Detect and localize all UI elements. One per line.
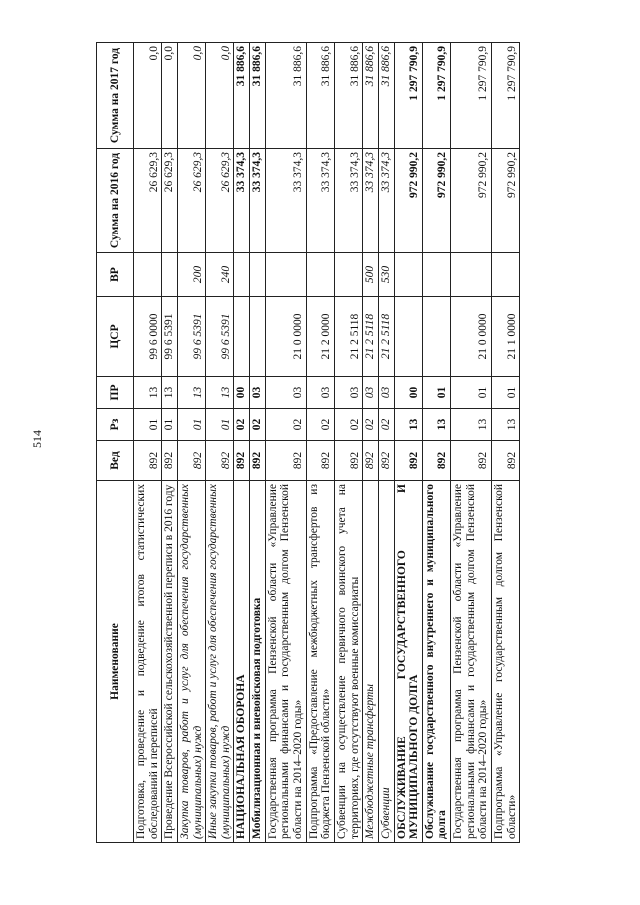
table-row (451, 43, 492, 843)
cell-vr (422, 253, 450, 297)
cell-csr: 21 2 5118 (334, 297, 362, 377)
cell-name: НАЦИОНАЛЬНАЯ ОБОРОНА (234, 481, 250, 843)
cell-ved: 892 (451, 441, 492, 481)
cell-rz: 02 (306, 409, 334, 441)
cell-rz: 01 (177, 409, 205, 441)
cell-vr: 240 (206, 253, 234, 297)
cell-ved: 892 (306, 441, 334, 481)
table-header-row (97, 43, 134, 843)
cell-csr: 99 6 5391 (162, 297, 178, 377)
table-row (422, 43, 450, 843)
cell-sum-2017: 1 297 790,9 (422, 43, 450, 149)
header-ved: Вед (97, 441, 134, 481)
cell-sum-2016: 972 990,2 (451, 149, 492, 253)
cell-name: Межбюджетные трансферты (363, 481, 379, 843)
cell-name: Подпрограмма «Предоставление межбюджетных трансфертов из бюджета Пензенской области» (306, 481, 334, 843)
cell-rz: 13 (422, 409, 450, 441)
cell-ved: 892 (234, 441, 250, 481)
table-row (162, 43, 178, 843)
page-number: 514 (30, 430, 44, 448)
cell-vr (265, 253, 306, 297)
cell-sum-2017: 1 297 790,9 (451, 43, 492, 149)
cell-sum-2017: 0,0 (134, 43, 162, 149)
cell-ved: 892 (134, 441, 162, 481)
cell-rz: 02 (234, 409, 250, 441)
cell-name: Субвенции (378, 481, 394, 843)
cell-pr: 01 (451, 377, 492, 409)
cell-ved: 892 (177, 441, 205, 481)
table-row (250, 43, 266, 843)
table-row (378, 43, 394, 843)
cell-sum-2016: 33 374,3 (334, 149, 362, 253)
cell-csr: 21 0 0000 (265, 297, 306, 377)
cell-sum-2017: 31 886,6 (306, 43, 334, 149)
cell-csr: 99 6 0000 (134, 297, 162, 377)
table-row (177, 43, 205, 843)
cell-csr: 21 1 0000 (492, 297, 520, 377)
cell-pr: 13 (134, 377, 162, 409)
cell-sum-2017: 1 297 790,9 (492, 43, 520, 149)
cell-ved: 892 (162, 441, 178, 481)
cell-sum-2017: 31 886,6 (265, 43, 306, 149)
cell-csr: 21 2 5118 (378, 297, 394, 377)
cell-rz: 02 (363, 409, 379, 441)
cell-sum-2017: 31 886,6 (234, 43, 250, 149)
cell-sum-2016: 26 629,3 (134, 149, 162, 253)
cell-name: Субвенции на осуществление первичного воинского учета на территориях, где отсутствуют военные комиссариаты (334, 481, 362, 843)
cell-sum-2016: 972 990,2 (422, 149, 450, 253)
cell-rz: 01 (134, 409, 162, 441)
cell-csr: 99 6 5391 (177, 297, 205, 377)
table-row (394, 43, 422, 843)
cell-rz: 13 (394, 409, 422, 441)
cell-name: Закупка товаров, работ и услуг для обеспечения государственных (муниципальных) нужд (177, 481, 205, 843)
cell-vr (134, 253, 162, 297)
cell-sum-2016: 972 990,2 (394, 149, 422, 253)
cell-csr (250, 297, 266, 377)
header-name: Наименование (97, 481, 134, 843)
cell-vr (334, 253, 362, 297)
cell-vr (492, 253, 520, 297)
cell-name: Государственная программа Пензенской области «Управление региональными финансами и государственным долгом Пензенской области на 2014–2020 годы» (451, 481, 492, 843)
rotated-table-container (96, 43, 536, 843)
cell-csr: 21 0 0000 (451, 297, 492, 377)
table-row (492, 43, 520, 843)
cell-csr (234, 297, 250, 377)
cell-name: Проведение Всероссийской сельскохозяйственной переписи в 2016 году (162, 481, 178, 843)
cell-pr: 01 (422, 377, 450, 409)
cell-sum-2017: 31 886,6 (334, 43, 362, 149)
cell-rz: 02 (250, 409, 266, 441)
cell-name: Подпрограмма «Управление государственным долгом Пензенской области» (492, 481, 520, 843)
cell-sum-2016: 26 629,3 (162, 149, 178, 253)
cell-vr (234, 253, 250, 297)
header-vr: ВР (97, 253, 134, 297)
cell-vr (250, 253, 266, 297)
table-body (134, 43, 520, 843)
cell-rz: 13 (451, 409, 492, 441)
cell-ved: 892 (492, 441, 520, 481)
table-row (334, 43, 362, 843)
cell-sum-2016: 33 374,3 (265, 149, 306, 253)
cell-pr: 03 (250, 377, 266, 409)
cell-csr: 99 6 5391 (206, 297, 234, 377)
cell-sum-2016: 26 629,3 (206, 149, 234, 253)
cell-csr: 21 2 5118 (363, 297, 379, 377)
header-sum-2016: Сумма на 2016 год (97, 149, 134, 253)
cell-ved: 892 (422, 441, 450, 481)
cell-ved: 892 (363, 441, 379, 481)
cell-sum-2016: 33 374,3 (378, 149, 394, 253)
cell-ved: 892 (265, 441, 306, 481)
cell-csr (422, 297, 450, 377)
table-row (265, 43, 306, 843)
table-row (206, 43, 234, 843)
cell-rz: 13 (492, 409, 520, 441)
cell-pr: 03 (265, 377, 306, 409)
header-sum-2017: Сумма на 2017 год (97, 43, 134, 149)
cell-vr (451, 253, 492, 297)
cell-csr (394, 297, 422, 377)
cell-sum-2016: 33 374,3 (363, 149, 379, 253)
cell-sum-2017: 1 297 790,9 (394, 43, 422, 149)
cell-pr: 03 (334, 377, 362, 409)
cell-vr: 500 (363, 253, 379, 297)
cell-ved: 892 (206, 441, 234, 481)
cell-vr: 530 (378, 253, 394, 297)
header-pr: ПР (97, 377, 134, 409)
cell-pr: 13 (206, 377, 234, 409)
cell-sum-2016: 33 374,3 (234, 149, 250, 253)
cell-ved: 892 (378, 441, 394, 481)
cell-pr: 00 (394, 377, 422, 409)
cell-sum-2016: 33 374,3 (250, 149, 266, 253)
cell-name: Обслуживание государственного внутреннего и муниципального долга (422, 481, 450, 843)
cell-sum-2016: 26 629,3 (177, 149, 205, 253)
cell-rz: 01 (206, 409, 234, 441)
cell-sum-2017: 0,0 (177, 43, 205, 149)
cell-sum-2017: 31 886,6 (250, 43, 266, 149)
cell-pr: 03 (378, 377, 394, 409)
cell-pr: 03 (306, 377, 334, 409)
cell-pr: 13 (162, 377, 178, 409)
cell-sum-2017: 0,0 (162, 43, 178, 149)
table-row (134, 43, 162, 843)
cell-sum-2017: 31 886,6 (363, 43, 379, 149)
cell-sum-2017: 31 886,6 (378, 43, 394, 149)
cell-name: Мобилизационная и вневойсковая подготовка (250, 481, 266, 843)
cell-vr (394, 253, 422, 297)
cell-pr: 13 (177, 377, 205, 409)
table-row (306, 43, 334, 843)
cell-csr: 21 2 0000 (306, 297, 334, 377)
cell-rz: 01 (162, 409, 178, 441)
cell-vr (306, 253, 334, 297)
cell-ved: 892 (334, 441, 362, 481)
cell-name: ОБСЛУЖИВАНИЕ ГОСУДАРСТВЕННОГО И МУНИЦИПАЛЬНОГО ДОЛГА (394, 481, 422, 843)
cell-vr: 200 (177, 253, 205, 297)
cell-rz: 02 (334, 409, 362, 441)
cell-sum-2016: 33 374,3 (306, 149, 334, 253)
cell-ved: 892 (394, 441, 422, 481)
cell-sum-2016: 972 990,2 (492, 149, 520, 253)
cell-name: Подготовка, проведение и подведение итогов статистических обследований и переписей (134, 481, 162, 843)
cell-name: Иные закупки товаров, работ и услуг для обеспечения государственных (муниципальных) нужд (206, 481, 234, 843)
cell-sum-2017: 0,0 (206, 43, 234, 149)
cell-name: Государственная программа Пензенской области «Управление региональными финансами и государственным долгом Пензенской области на 2014–2020 годы» (265, 481, 306, 843)
budget-table (96, 42, 520, 843)
cell-pr: 00 (234, 377, 250, 409)
header-rz: Рз (97, 409, 134, 441)
cell-vr (162, 253, 178, 297)
cell-pr: 01 (492, 377, 520, 409)
header-csr: ЦСР (97, 297, 134, 377)
cell-pr: 03 (363, 377, 379, 409)
cell-ved: 892 (250, 441, 266, 481)
cell-rz: 02 (265, 409, 306, 441)
cell-rz: 02 (378, 409, 394, 441)
table-row (363, 43, 379, 843)
table-row (234, 43, 250, 843)
